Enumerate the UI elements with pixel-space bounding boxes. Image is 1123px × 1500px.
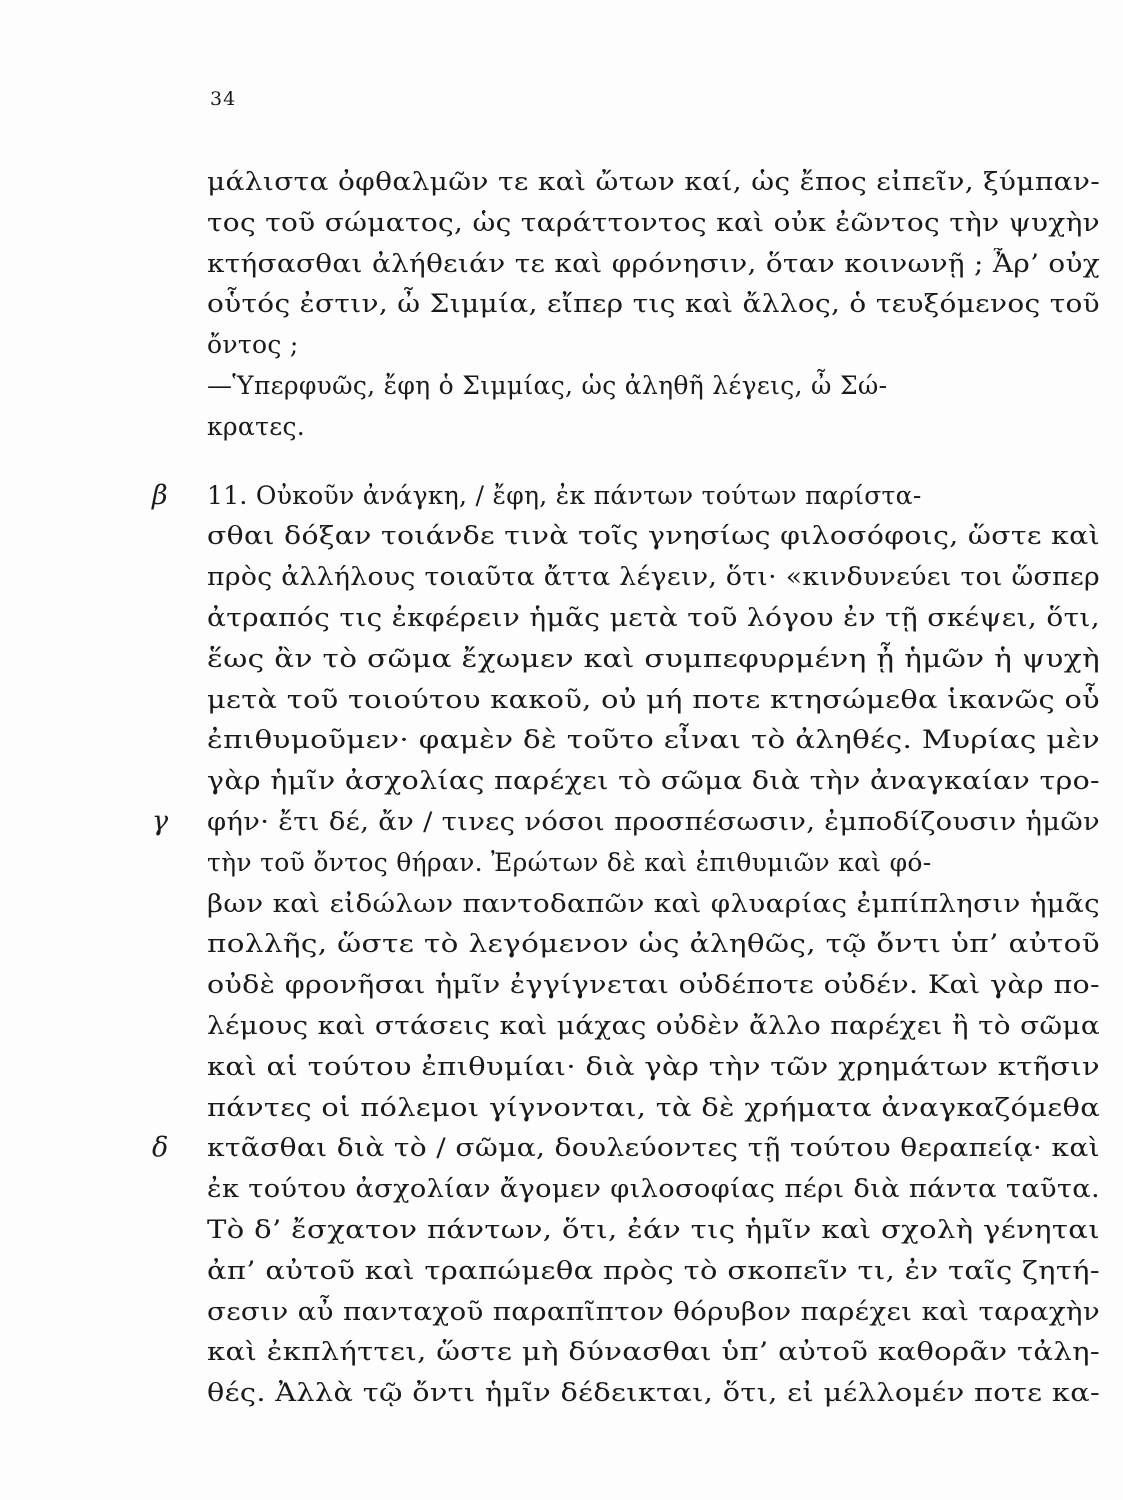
line-text: κρατες. — [207, 411, 306, 441]
line-text: —Ὑπερφυῶς, ἔφη ὁ Σιμμίας, ὡς ἀληθῆ λέγεις, ὦ Σώ- — [207, 370, 888, 400]
text-line — [0, 720, 1123, 761]
line-text: καὶ ἐκπλήττει, ὥστε μὴ δύνασθαι ὑπ’ αὐτοῦ καθορᾶν τἀλη- — [207, 1337, 1100, 1367]
text-line — [0, 1088, 1123, 1129]
stephanus-margin-marker: γ — [152, 805, 169, 837]
text-line — [0, 325, 1123, 366]
text-line — [0, 1047, 1123, 1088]
text-line — [0, 924, 1123, 965]
line-text: σθαι δόξαν τοιάνδε τινὰ τοῖς γνησίως φιλοσόφοις, ὥστε καὶ — [207, 521, 1100, 551]
text-line — [0, 802, 1123, 843]
line-text: κτήσασθαι ἀλήθειάν τε καὶ φρόνησιν, ὅταν κοινωνῇ ; Ἆρ’ οὐχ — [207, 248, 1100, 278]
text-line — [0, 1210, 1123, 1251]
line-text: λέμους καὶ στάσεις καὶ μάχας οὐδὲν ἄλλο παρέχει ἢ τὸ σῶμα — [207, 1010, 1100, 1040]
line-text: μετὰ τοῦ τοιούτου κακοῦ, οὐ μή ποτε κτησώμεθα ἱκανῶς οὗ — [207, 684, 1100, 714]
text-line — [0, 1373, 1123, 1414]
line-text: πολλῆς, ὥστε τὸ λεγόμενον ὡς ἀληθῶς, τῷ ὄντι ὑπ’ αὐτοῦ — [207, 929, 1100, 959]
line-text: μάλιστα ὀφθαλμῶν τε καὶ ὤτων καί, ὡς ἔπος εἰπεῖν, ξύμπαν- — [207, 167, 1100, 196]
text-line — [0, 516, 1123, 557]
line-text: καὶ αἱ τούτου ἐπιθυμίαι· διὰ γὰρ τὴν τῶν χρημάτων κτῆσιν — [207, 1051, 1100, 1081]
text-line — [0, 366, 1123, 407]
text-line — [0, 843, 1123, 884]
text-line — [0, 1292, 1123, 1333]
line-text: ὄντος ; — [207, 330, 299, 360]
line-text: πρὸς ἀλλήλους τοιαῦτα ἄττα λέγειν, ὅτι· «κινδυνεύει τοι ὥσπερ — [207, 562, 1100, 592]
line-text: οὗτός ἐστιν, ὦ Σιμμία, εἴπερ τις καὶ ἄλλος, ὁ τευξόμενος τοῦ — [207, 289, 1100, 319]
line-text: βων καὶ εἰδώλων παντοδαπῶν καὶ φλυαρίας ἐμπίπλησιν ἡμᾶς — [207, 888, 1100, 918]
line-text: Τὸ δ’ ἔσχατον πάντων, ὅτι, ἐάν τις ἡμῖν καὶ σχολὴ γένηται — [207, 1214, 1100, 1244]
line-text: ἕως ἂν τὸ σῶμα ἔχωμεν καὶ συμπεφυρμένη ᾖ ἡμῶν ἡ ψυχὴ — [207, 643, 1100, 673]
page-number: 34 — [210, 88, 237, 110]
text-line — [0, 680, 1123, 721]
text-line — [0, 1128, 1123, 1169]
text-line — [0, 476, 1123, 517]
line-text: τος τοῦ σώματος, ὡς ταράττοντος καὶ οὐκ ἐῶντος τὴν ψυχὴν — [207, 207, 1100, 237]
line-text: πάντες οἱ πόλεμοι γίγνονται, τὰ δὲ χρήματα ἀναγκαζόμεθα — [207, 1092, 1100, 1122]
line-text: σεσιν αὖ πανταχοῦ παραπῖπτον θόρυβον παρέχει καὶ ταραχὴν — [207, 1296, 1100, 1326]
line-text: κτᾶσθαι διὰ τὸ / σῶμα, δουλεύοντες τῇ τούτου θεραπείᾳ· καὶ — [207, 1133, 1100, 1163]
line-text: ἐκ τούτου ἀσχολίαν ἄγομεν φιλοσοφίας πέρι διὰ πάντα ταῦτα. — [207, 1174, 1100, 1204]
text-line — [0, 1006, 1123, 1047]
greek-text-body — [0, 162, 1123, 1414]
text-line — [0, 965, 1123, 1006]
paragraph-gap — [0, 448, 1123, 476]
line-text: γὰρ ἡμῖν ἀσχολίας παρέχει τὸ σῶμα διὰ τὴν ἀναγκαίαν τρο- — [207, 766, 1100, 796]
text-line — [0, 284, 1123, 325]
text-line — [0, 203, 1123, 244]
line-text: ἐπιθυμοῦμεν· φαμὲν δὲ τοῦτο εἶναι τὸ ἀληθές. Μυρίας μὲν — [207, 725, 1100, 755]
stephanus-margin-marker: δ — [152, 1132, 169, 1164]
line-text: θές. Ἀλλὰ τῷ ὄντι ἡμῖν δέδεικται, ὅτι, εἰ μέλλομέν ποτε κα- — [207, 1378, 1100, 1408]
text-line — [0, 639, 1123, 680]
line-text: τὴν τοῦ ὄντος θήραν. Ἐρώτων δὲ καὶ ἐπιθυμιῶν καὶ φό- — [207, 847, 932, 877]
text-line — [0, 1169, 1123, 1210]
text-line — [0, 1251, 1123, 1292]
line-text: ἀτραπός τις ἐκφέρειν ἡμᾶς μετὰ τοῦ λόγου ἐν τῇ σκέψει, ὅτι, — [207, 602, 1100, 632]
line-text: φήν· ἔτι δέ, ἄν / τινες νόσοι προσπέσωσιν, ἐμποδίζουσιν ἡμῶν — [207, 806, 1100, 836]
text-line — [0, 244, 1123, 285]
text-line — [0, 557, 1123, 598]
text-line — [0, 1332, 1123, 1373]
text-line — [0, 884, 1123, 925]
text-line — [0, 407, 1123, 448]
text-line — [0, 598, 1123, 639]
line-text: ἀπ’ αὐτοῦ καὶ τραπώμεθα πρὸς τὸ σκοπεῖν τι, ἐν ταῖς ζητή- — [207, 1255, 1100, 1285]
text-line — [0, 761, 1123, 802]
line-text: 11. Οὐκοῦν ἀνάγκη, / ἔφη, ἐκ πάντων τούτων παρίστα- — [207, 480, 922, 510]
line-text: οὐδὲ φρονῆσαι ἡμῖν ἐγγίγνεται οὐδέποτε οὐδέν. Καὶ γὰρ πο- — [207, 970, 1100, 1000]
text-line — [0, 162, 1123, 203]
stephanus-margin-marker: β — [152, 479, 168, 511]
